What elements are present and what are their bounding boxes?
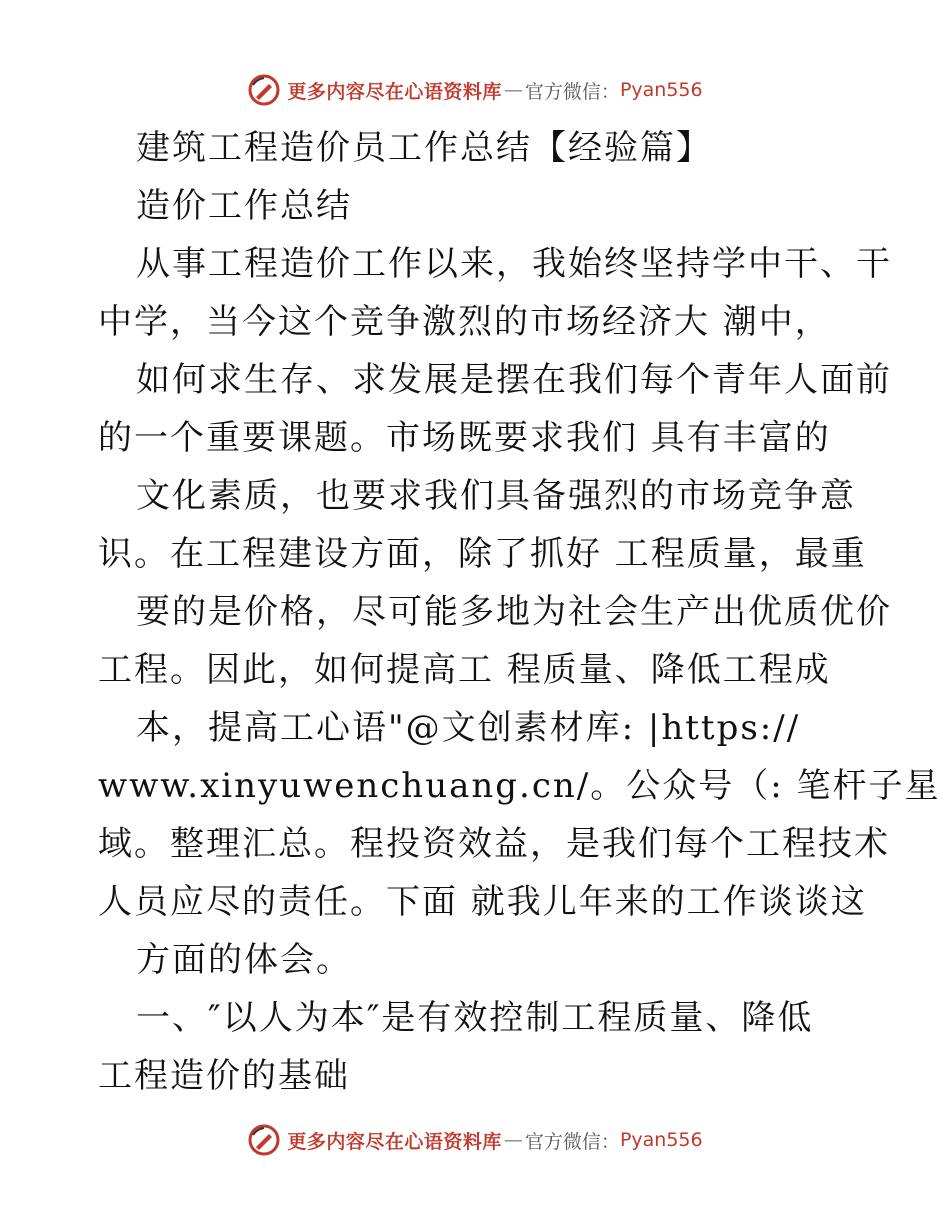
paragraph-line: 工程。因此，如何提高工 程质量、降低工程成 [98,650,831,690]
paragraph-line: 域。整理汇总。程投资效益，是我们每个工程技术 [98,824,890,864]
banner-wechat-label: 官方微信： [524,1130,620,1153]
banner-wechat-label: 官方微信： [524,80,620,103]
paragraph-line: www.xinyuwenchuang.cn/。公众号（: 笔杆子星 [98,766,941,806]
paragraph-line: 识。在工程建设方面，除了抓好 工程质量，最重 [98,534,867,574]
paragraph-line: 从事工程造价工作以来，我始终坚持学中干、干 [136,244,892,284]
banner-text: 更多内容尽在心语资料库 [287,1130,502,1153]
banner-dash: — [503,79,523,101]
banner-text: 更多内容尽在心语资料库 [287,80,502,103]
paragraph-line: 中学，当今这个竞争激烈的市场经济大 潮中， [98,302,831,342]
document-title: 建筑工程造价员工作总结【经验篇】 [136,128,712,168]
paragraph-line: 方面的体会。 [136,940,352,980]
banner-wechat-id: Pyan556 [619,79,703,101]
paragraph-line: 本，提高工心语"@文创素材库: |https:// [136,708,801,748]
subsection-heading: 一、″以人为本″是有效控制工程质量、降低 [136,998,814,1038]
paragraph-line: 如何求生存、求发展是摆在我们每个青年人面前 [136,360,892,400]
paragraph-line: 要的是价格，尽可能多地为社会生产出优质优价 [136,592,892,632]
paragraph-line: 文化素质，也要求我们具备强烈的市场竞争意 [136,476,856,516]
paragraph-line: 的一个重要课题。市场既要求我们 具有丰富的 [98,418,831,458]
banner-wechat-id: Pyan556 [619,1129,703,1151]
banner-dash: — [503,1129,523,1151]
subsection-heading-continued: 工程造价的基础 [98,1056,350,1096]
section-heading: 造价工作总结 [136,186,352,226]
footer-watermark-banner [0,1120,950,1160]
paragraph-line: 人员应尽的责任。下面 就我儿年来的工作谈谈这 [98,882,867,922]
brand-logo-icon [247,1123,281,1157]
